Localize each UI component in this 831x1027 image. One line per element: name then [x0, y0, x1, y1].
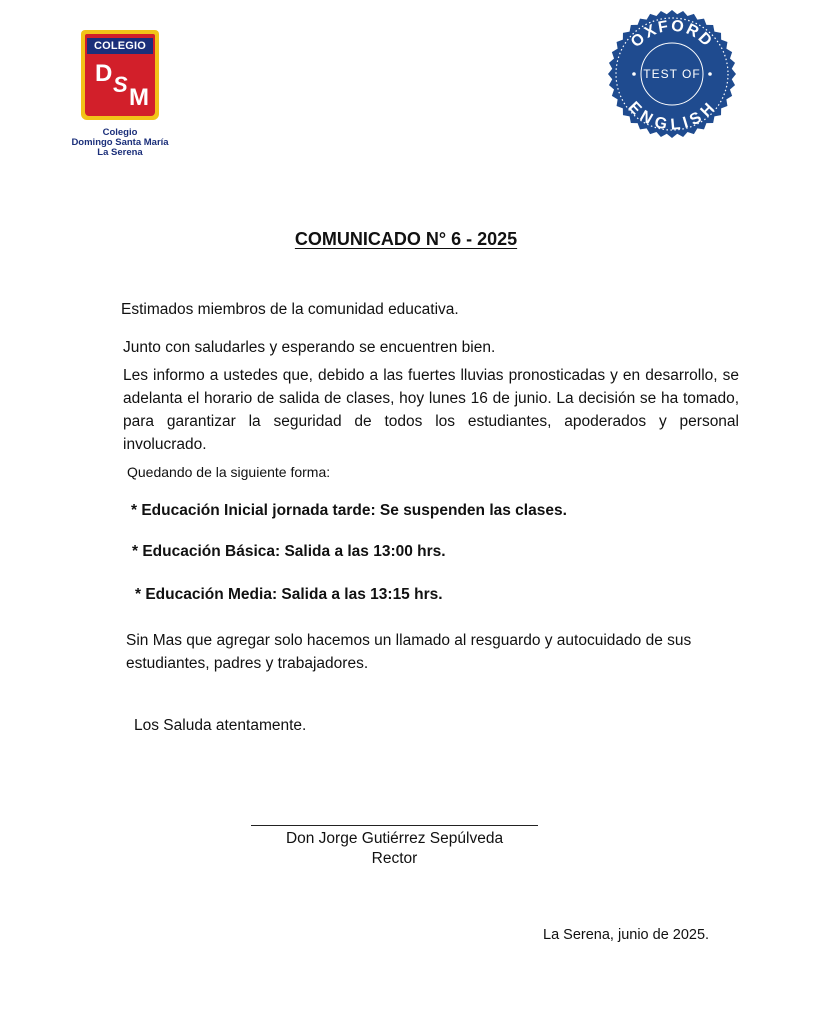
- schedule-item-basica: * Educación Básica: Salida a las 13:00 hrs.: [132, 543, 446, 560]
- logo-shield: [81, 30, 159, 120]
- body-paragraph: Les informo a ustedes que, debido a las fuertes lluvias pronosticadas y en desarrollo, se adelanta el horario de salida de clases, hoy lunes 16 de junio. La decisión se ha tomado, para garantizar la seguridad de todos los estudiantes, apoderados y personal involucrado.: [123, 367, 739, 453]
- farewell: Los Saluda atentamente.: [134, 717, 307, 734]
- lead-in-text: Quedando de la siguiente forma:: [127, 464, 331, 480]
- oxford-seal: [607, 9, 737, 139]
- schedule-item-inicial: * Educación Inicial jornada tarde: Se suspenden las clases.: [131, 502, 567, 519]
- signatory-name: Don Jorge Gutiérrez Sepúlveda: [285, 830, 504, 847]
- seal-center-text: TEST OF: [643, 67, 701, 81]
- signatory-role: Rector: [371, 850, 418, 867]
- seal-bottom-text: ENGLISH: [624, 98, 720, 134]
- document-title: COMUNICADO N° 6 - 2025: [294, 229, 518, 249]
- seal-top-text: OXFORD: [627, 17, 717, 52]
- greeting: Estimados miembros de la comunidad educativa.: [121, 301, 459, 318]
- place-date: La Serena, junio de 2025.: [543, 927, 710, 943]
- school-logo: [66, 28, 174, 164]
- logo-caption: Colegio Domingo Santa María La Serena: [71, 127, 169, 158]
- logo-letter-m: M: [129, 84, 149, 111]
- logo-letter-d: D: [95, 60, 113, 87]
- logo-banner: COLEGIO: [87, 38, 153, 54]
- signature-line: [251, 825, 538, 826]
- intro-paragraph: Junto con saludarles y esperando se encuentren bien.: [123, 339, 496, 356]
- closing-paragraph: Sin Mas que agregar solo hacemos un llamado al resguardo y autocuidado de sus estudiantes, padres y trabajadores.: [126, 632, 692, 672]
- logo-letter-s: S: [113, 72, 128, 97]
- schedule-item-media: * Educación Media: Salida a las 13:15 hrs.: [135, 586, 443, 603]
